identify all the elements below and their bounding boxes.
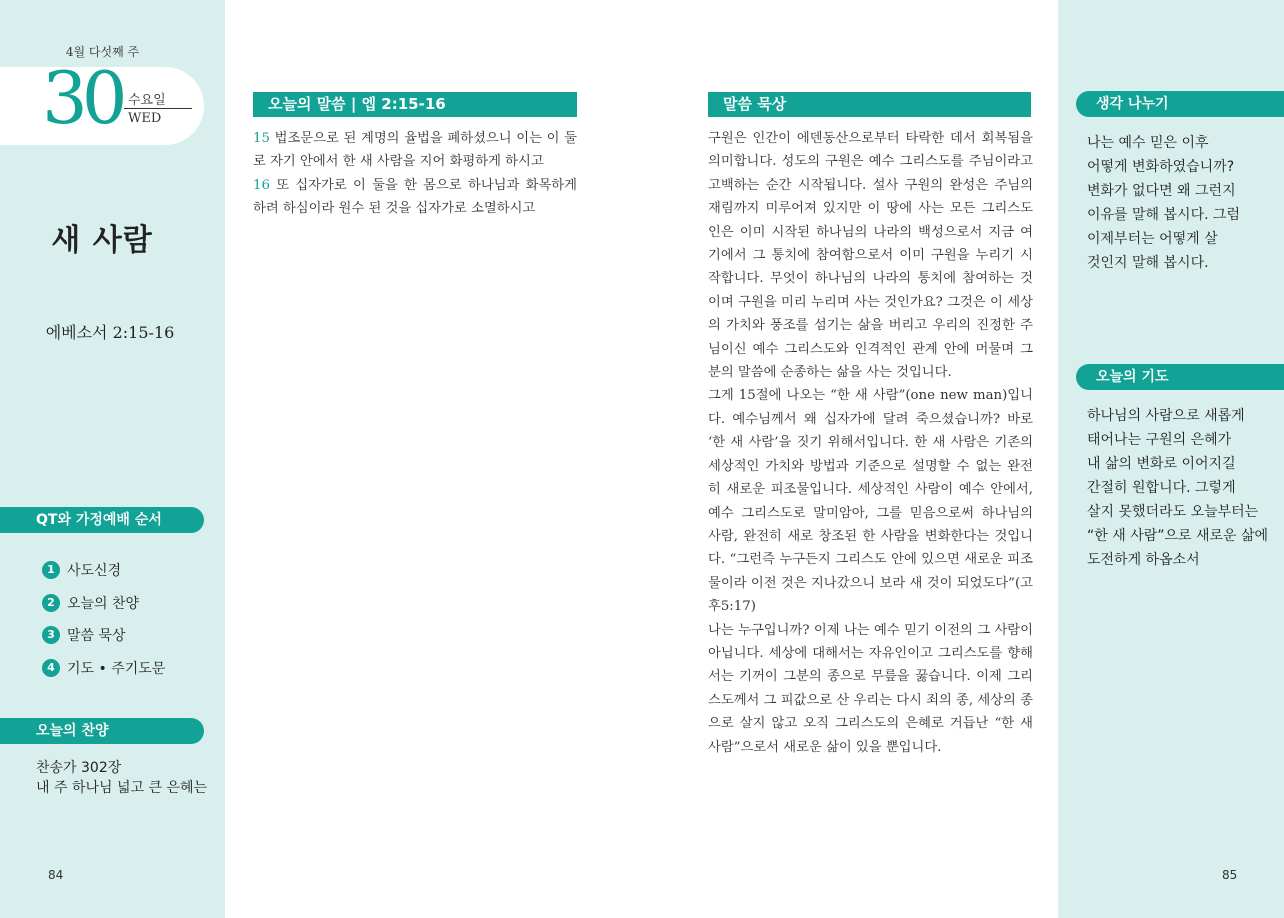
- page-number-right: 85: [1222, 868, 1238, 882]
- prayer-line: “한 새 사람”으로 새로운 삶에: [1087, 528, 1269, 544]
- prayer-heading: 오늘의 기도: [1076, 364, 1284, 390]
- scripture-heading: 오늘의 말씀 | 엡 2:15-16: [253, 92, 577, 117]
- prayer-line: 태어나는 구원의 은혜가: [1087, 432, 1232, 448]
- share-line: 것인지 말해 봅시다.: [1087, 255, 1209, 271]
- scripture-reference: 에베소서 2:15-16: [45, 323, 175, 342]
- share-line: 이유를 말해 봅시다. 그럼: [1087, 207, 1241, 223]
- verse: [253, 127, 577, 174]
- number-badge: 1: [42, 561, 60, 579]
- verse-number: 16: [253, 177, 270, 193]
- share-questions: [1087, 131, 1240, 275]
- share-heading: 생각 나누기: [1076, 91, 1284, 117]
- prayer-line: 내 삶의 변화로 이어지길: [1087, 456, 1236, 472]
- day-english: WED: [128, 111, 162, 126]
- week-label: 4월 다섯째 주: [65, 45, 140, 59]
- share-line: 나는 예수 믿은 이후: [1087, 135, 1209, 151]
- day-number: 30: [42, 56, 122, 140]
- page-number-left: 84: [48, 868, 64, 882]
- scripture-text: [253, 127, 577, 221]
- order-list: [42, 554, 165, 684]
- verse-number: 15: [253, 131, 270, 146]
- meditation-paragraph: 그게 15절에 나오는 “한 새 사람”(one new man)입니다. 예수님께서 왜 십자가에 달려 죽으셨습니까? 바로 ‘한 새 사람’을 짓기 위해서입니다. 한 새 사람은 기존의 세상적인 가치와 방법과 기준으로 설명할 수 없는 완전히 새로운 피조물입니다. 세상적인 사람이 예수 안에서, 예수 그리스도로 말미암아, 그를 믿음으로써 하나님의 사람, 완전히 새로 창조된 한 사람을 변화한다는 것입니다. “그런즉 누구든지 그리스도 안에 있으면 새로운 피조물이라 이전 것은 지나갔으니 보라 새 것이 되었도다”(고후5:17): [708, 388, 1033, 615]
- hymn-title: 내 주 하나님 넓고 큰 은혜는: [36, 780, 208, 796]
- order-item-label: 말씀 묵상: [67, 628, 126, 645]
- day-name: 수요일: [128, 93, 166, 108]
- prayer-line: 간절히 원합니다. 그렇게: [1087, 480, 1236, 496]
- share-line: 이제부터는 어떻게 살: [1087, 231, 1218, 247]
- number-badge: 2: [42, 594, 60, 612]
- verse: [253, 174, 577, 221]
- prayer-line: 도전하게 하옵소서: [1087, 552, 1200, 568]
- verse-text: 법조문으로 된 계명의 율법을 폐하셨으니 이는 이 둘로 자기 안에서 한 새 사람을 지어 화평하게 하시고: [253, 131, 577, 170]
- day-divider: [124, 108, 192, 109]
- meditation-text: [708, 127, 1033, 759]
- order-item: [42, 554, 165, 587]
- number-badge: 3: [42, 626, 60, 644]
- order-item-label: 기도 • 주기도문: [67, 660, 166, 677]
- left-sidebar: [0, 0, 225, 918]
- order-item: [42, 587, 165, 620]
- verse-text: 또 십자가로 이 둘을 한 몸으로 하나님과 화목하게 하려 하심이라 원수 된 것을 십자가로 소멸하시고: [253, 177, 577, 217]
- hymn-number: 찬송가 302장: [36, 760, 122, 776]
- prayer-line: 하나님의 사람으로 새롭게: [1087, 408, 1245, 424]
- share-line: 어떻게 변화하였습니까?: [1087, 159, 1235, 175]
- devotion-title: 새 사람: [51, 223, 153, 258]
- share-line: 변화가 없다면 왜 그런지: [1087, 183, 1236, 199]
- order-item: [42, 619, 165, 652]
- prayer-text: [1087, 404, 1268, 572]
- order-item-label: 오늘의 찬양: [67, 595, 140, 612]
- prayer-line: 살지 못했더라도 오늘부터는: [1087, 504, 1259, 520]
- order-item-label: 사도신경: [67, 563, 122, 580]
- order-heading: QT와 가정예배 순서: [0, 507, 204, 533]
- meditation-paragraph: 나는 누구입니까? 이제 나는 예수 믿기 이전의 그 사람이 아닙니다. 세상에 대해서는 자유인이고 그리스도를 향해서는 기꺼이 그분의 종으로 무릎을 꿇습니다. 이제 그리스도께서 그 피값으로 산 우리는 다시 죄의 종, 세상의 종으로 살지 않고 오직 그리스도의 은혜로 거듭난 “한 새 사람”으로서 새로운 삶이 있을 뿐입니다.: [708, 622, 1033, 755]
- meditation-heading: 말씀 묵상: [708, 92, 1031, 117]
- hymn-heading: 오늘의 찬양: [0, 718, 204, 744]
- number-badge: 4: [42, 659, 60, 677]
- order-item: [42, 652, 165, 685]
- hymn-info: [36, 758, 207, 798]
- meditation-paragraph: 구원은 인간이 에덴동산으로부터 타락한 데서 회복됨을 의미합니다. 성도의 구원은 예수 그리스도를 주님이라고 고백하는 순간 시작됩니다. 설사 구원의 완성은 주님의 재림까지 미루어져 있지만 이 땅에 사는 모든 그리스도인은 이미 시작된 하나님의 나라의 백성으로서 지금 여기에서 그 통치에 참여함으로서 이미 구원을 누리기 시작합니다. 무엇이 하나님의 나라의 통치에 참여하는 것이며 구원을 미리 누리며 사는 것인가요? 그것은 이 세상의 가치와 풍조를 섬기는 삶을 버리고 우리의 진정한 주님이신 예수 그리스도와 인격적인 관계 안에 머물며 그분의 말씀에 순종하는 삶을 사는 것입니다.: [708, 131, 1033, 381]
